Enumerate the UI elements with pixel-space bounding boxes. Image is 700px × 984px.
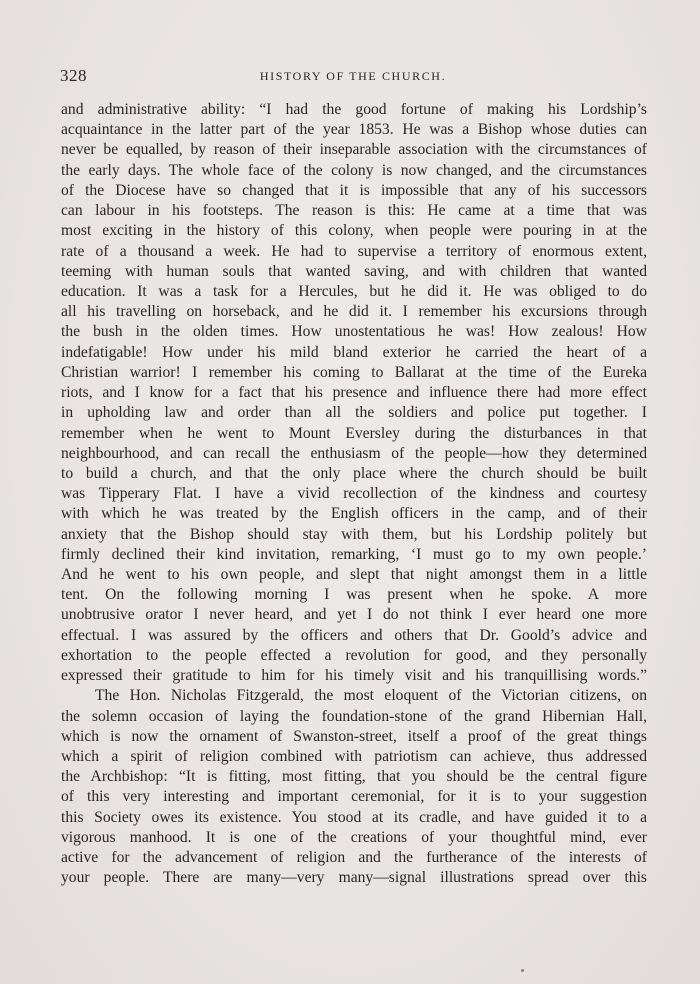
text-line: the bush in the olden times. How unostentatious he was! How zealous! How: [61, 323, 647, 341]
paper-speck: [521, 969, 524, 972]
text-line: Christian warrior! I remember his coming to Ballarat at the time of the Eureka: [61, 363, 647, 381]
text-line: vigorous manhood. It is one of the creations of your thoughtful mind, ever: [61, 828, 647, 846]
text-line: was Tipperary Flat. I have a vivid recollection of the kindness and courtesy: [61, 485, 647, 503]
text-line: education. It was a task for a Hercules, but he did it. He was obliged to do: [61, 282, 647, 300]
text-line: The Hon. Nicholas Fitzgerald, the most eloquent of the Victorian citizens, on: [95, 687, 647, 705]
text-line: tent. On the following morning I was present when he spoke. A more: [61, 586, 647, 604]
text-line: exhortation to the people effected a revolution for good, and they personally: [61, 646, 647, 664]
body-text: [61, 100, 647, 889]
text-line: all his travelling on horseback, and he did it. I remember his excursions through: [61, 303, 647, 321]
text-line: the early days. The whole face of the colony is now changed, and the circumstances: [61, 161, 647, 179]
text-line: expressed their gratitude to him for his timely visit and his tranquillising words.”: [61, 667, 647, 685]
text-line: can labour in his footsteps. The reason is this: He came at a time that was: [61, 202, 647, 220]
text-line: of this very interesting and important ceremonial, for it is to your suggestion: [61, 788, 647, 806]
text-line: the Archbishop: “It is fitting, most fitting, that you should be the central figure: [61, 768, 647, 786]
text-line: firmly declined their kind invitation, remarking, ‘I must go to my own people.’: [61, 545, 647, 563]
text-line: with which he was treated by the English officers in the camp, and of their: [61, 505, 647, 523]
page-number: 328: [60, 66, 87, 85]
text-line: teeming with human souls that wanted saving, and with children that wanted: [61, 262, 647, 280]
text-line: effectual. I was assured by the officers and others that Dr. Goold’s advice and: [61, 626, 647, 644]
running-head: [60, 66, 646, 88]
text-line: active for the advancement of religion and the furtherance of the interests of: [61, 849, 647, 867]
text-line: neighbourhood, and can recall the enthusiasm of the people—how they determined: [61, 444, 647, 462]
text-line: And he went to his own people, and slept that night amongst them in a little: [61, 566, 647, 584]
text-line: remember when he went to Mount Eversley during the disturbances in that: [61, 424, 647, 442]
text-line: your people. There are many—very many—signal illustrations spread over this: [61, 869, 647, 887]
text-line: in upholding law and order than all the soldiers and police put together. I: [61, 404, 647, 422]
text-line: most exciting in the history of this colony, when people were pouring in at the: [61, 222, 647, 240]
text-line: anxiety that the Bishop should stay with them, but his Lordship politely but: [61, 525, 647, 543]
text-line: which is now the ornament of Swanston-street, itself a proof of the great things: [61, 727, 647, 745]
text-line: unobtrusive orator I never heard, and yet I do not think I ever heard one more: [61, 606, 647, 624]
text-line: and administrative ability: “I had the good fortune of making his Lordship’s: [61, 101, 647, 118]
text-line: acquaintance in the latter part of the year 1853. He was a Bishop whose duties can: [61, 121, 647, 139]
text-line: of the Diocese have so changed that it is impossible that any of his successors: [61, 181, 647, 199]
text-line: indefatigable! How under his mild bland exterior he carried the heart of a: [61, 343, 647, 361]
text-line: which a spirit of religion combined with patriotism can achieve, thus addressed: [61, 748, 647, 765]
running-title: HISTORY OF THE CHURCH.: [259, 69, 447, 83]
text-line: this Society owes its existence. You stood at its cradle, and have guided it to a: [61, 808, 647, 826]
text-line: to build a church, and that the only place where the church should be built: [61, 464, 647, 482]
text-line: the solemn occasion of laying the foundation-stone of the grand Hibernian Hall,: [61, 707, 647, 725]
text-line: rate of a thousand a week. He had to supervise a territory of enormous extent,: [61, 242, 647, 260]
text-line: never be equalled, by reason of their inseparable association with the circumstances of: [61, 141, 647, 159]
text-line: riots, and I know for a fact that his presence and influence there had more effect: [61, 384, 647, 402]
